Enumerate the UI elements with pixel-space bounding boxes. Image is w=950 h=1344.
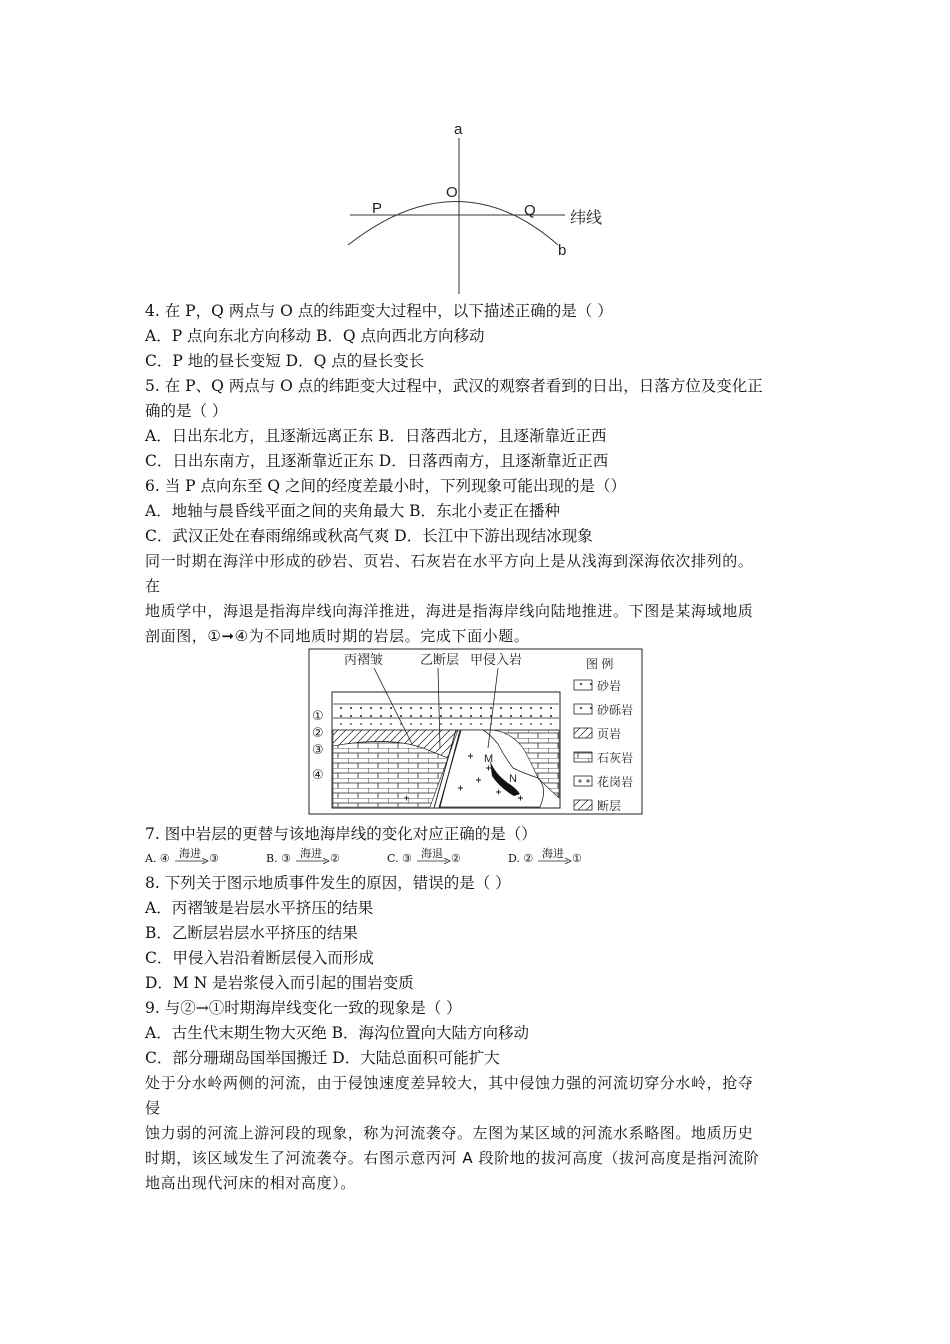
title-jia-intrusion: 甲侵入岩 (470, 652, 523, 667)
label-n: N (509, 773, 517, 785)
legend-swatch-fault (574, 800, 592, 810)
passage2-line4: 剖面图，①➞④为不同地质时期的岩层。完成下面小题。 (145, 627, 530, 645)
layer-4-limestone (333, 741, 448, 807)
q7-option-a-over: 海进 (179, 847, 201, 860)
legend-title: 图 例 (586, 657, 614, 671)
q7-option-c-arrow (417, 858, 451, 864)
passage3-line3: 蚀力弱的河流上游河段的现象，称为河流袭夺。左图为某区域的河流水系略图。地质历史 (145, 1124, 754, 1142)
legend-label-limestone: 石灰岩 (597, 751, 634, 765)
layer-label-1: ① (312, 708, 324, 723)
passage3-line2: 侵 (145, 1099, 161, 1117)
q8-option-a: A．丙褶皱是岩层水平挤压的结果 (145, 899, 374, 917)
label-weixian: 纬线 (570, 210, 603, 227)
q7-option-d-label: D. ② (508, 852, 534, 865)
q8-option-c: C．甲侵入岩沿着断层侵入而形成 (145, 949, 374, 967)
q7-option-c-over: 海退 (421, 847, 443, 860)
q5-options-ab: A．日出东北方，且逐渐远离正东 B．日落西北方，且逐渐靠近正西 (145, 427, 607, 445)
legend-label-conglomerate: 砂砾岩 (597, 703, 634, 717)
passage3-line1: 处于分水岭两侧的河流，由于侵蚀速度差异较大，其中侵蚀力强的河流切穿分水岭，抢夺 (145, 1074, 754, 1092)
q5-stem-line2: 确的是（ ） (145, 402, 228, 420)
title-yi-fault: 乙断层 (420, 652, 460, 667)
q7-option-a (145, 846, 245, 866)
legend-label-granite: 花岗岩 (597, 775, 634, 789)
q6-options-cd: C．武汉正处在春雨绵绵或秋高气爽 D．长江中下游出现结冰现象 (145, 527, 593, 545)
q7-stem: 7. 图中岩层的更替与该地海岸线的变化对应正确的是（） (145, 825, 537, 843)
q7-option-a-end: ③ (209, 852, 219, 865)
q9-stem: 9. 与②→①时期海岸线变化一致的现象是（ ） (145, 999, 462, 1017)
passage2-line2: 在 (145, 577, 161, 595)
passage3-line4: 时期，该区域发生了河流袭夺。右图示意丙河 A 段阶地的拔河高度（拔河高度是指河流阶 (145, 1149, 760, 1167)
label-o: O (446, 184, 458, 201)
label-q: Q (524, 202, 536, 219)
q7-option-c-label: C. ③ (387, 852, 412, 865)
q4-options-cd: C．P 地的昼长变短 D．Q 点的昼长变长 (145, 352, 425, 370)
q7-option-b (266, 846, 366, 866)
passage2-line1: 同一时期在海洋中形成的砂岩、页岩、石灰岩在水平方向上是从浅海到深海依次排列的。 (145, 552, 754, 570)
q7-option-d (508, 846, 608, 866)
legend-label-sandstone: 砂岩 (597, 679, 622, 693)
label-m: M (484, 753, 494, 765)
q9-options-cd: C．部分珊瑚岛国举国搬迁 D．大陆总面积可能扩大 (145, 1049, 500, 1067)
q5-stem-line1: 5. 在 P、Q 两点与 O 点的纬距变大过程中，武汉的观察者看到的日出，日落方位及变化正 (145, 377, 763, 395)
legend-swatch-limestone (574, 752, 592, 762)
layer-label-4: ④ (312, 767, 324, 782)
q7-option-d-over: 海进 (542, 847, 564, 860)
label-b: b (558, 242, 567, 259)
title-bing-fold: 丙褶皱 (344, 652, 384, 667)
q7-option-b-label: B. ③ (266, 852, 291, 865)
label-p: P (372, 200, 383, 217)
legend-swatch-shale (574, 728, 592, 738)
legend-label-fault: 断层 (597, 799, 622, 813)
q4-options-ab: A．P 点向东北方向移动 B．Q 点向西北方向移动 (145, 327, 485, 345)
q7-option-d-end: ① (572, 852, 582, 865)
geology-section-diagram (308, 648, 644, 816)
q7-option-b-end: ② (330, 852, 340, 865)
latitude-diagram (340, 118, 630, 298)
layer-2-conglomerate (333, 718, 559, 730)
q4-stem: 4. 在 P，Q 两点与 O 点的纬距变大过程中，以下描述正确的是（ ） (145, 302, 613, 320)
q7-option-c (387, 846, 487, 866)
q8-option-b: B．乙断层岩层水平挤压的结果 (145, 924, 358, 942)
q8-stem: 8. 下列关于图示地质事件发生的原因，错误的是（ ） (145, 874, 511, 892)
legend-label-shale: 页岩 (597, 727, 622, 741)
legend-swatch-conglomerate (574, 704, 592, 714)
legend-swatch-sandstone (574, 680, 592, 690)
q7-option-a-label: A. ④ (145, 852, 170, 865)
q9-options-ab: A．古生代末期生物大灭绝 B．海沟位置向大陆方向移动 (145, 1024, 530, 1042)
q7-option-b-over: 海进 (300, 847, 322, 860)
layer-1-sandstone (333, 704, 559, 718)
q7-option-a-arrow (175, 858, 209, 864)
q6-stem: 6. 当 P 点向东至 Q 之间的经度差最小时，下列现象可能出现的是（） (145, 477, 627, 495)
passage3-line5: 地高出现代河床的相对高度）。 (145, 1174, 356, 1192)
q7-option-c-end: ② (451, 852, 461, 865)
label-a: a (454, 121, 463, 138)
q7-option-d-arrow (538, 858, 572, 864)
layer-label-2: ② (312, 725, 324, 740)
q5-options-cd: C．日出东南方，且逐渐靠近正东 D．日落西南方，且逐渐靠近正西 (145, 452, 609, 470)
q6-options-ab: A．地轴与晨昏线平面之间的夹角最大 B．东北小麦正在播种 (145, 502, 561, 520)
passage2-line3: 地质学中，海退是指海岸线向海洋推进，海进是指海岸线向陆地推进。下图是某海域地质 (145, 602, 754, 620)
q7-option-b-arrow (296, 858, 330, 864)
layer-label-3: ③ (312, 742, 324, 757)
q8-option-d: D．M N 是岩浆侵入而引起的围岩变质 (145, 974, 414, 992)
